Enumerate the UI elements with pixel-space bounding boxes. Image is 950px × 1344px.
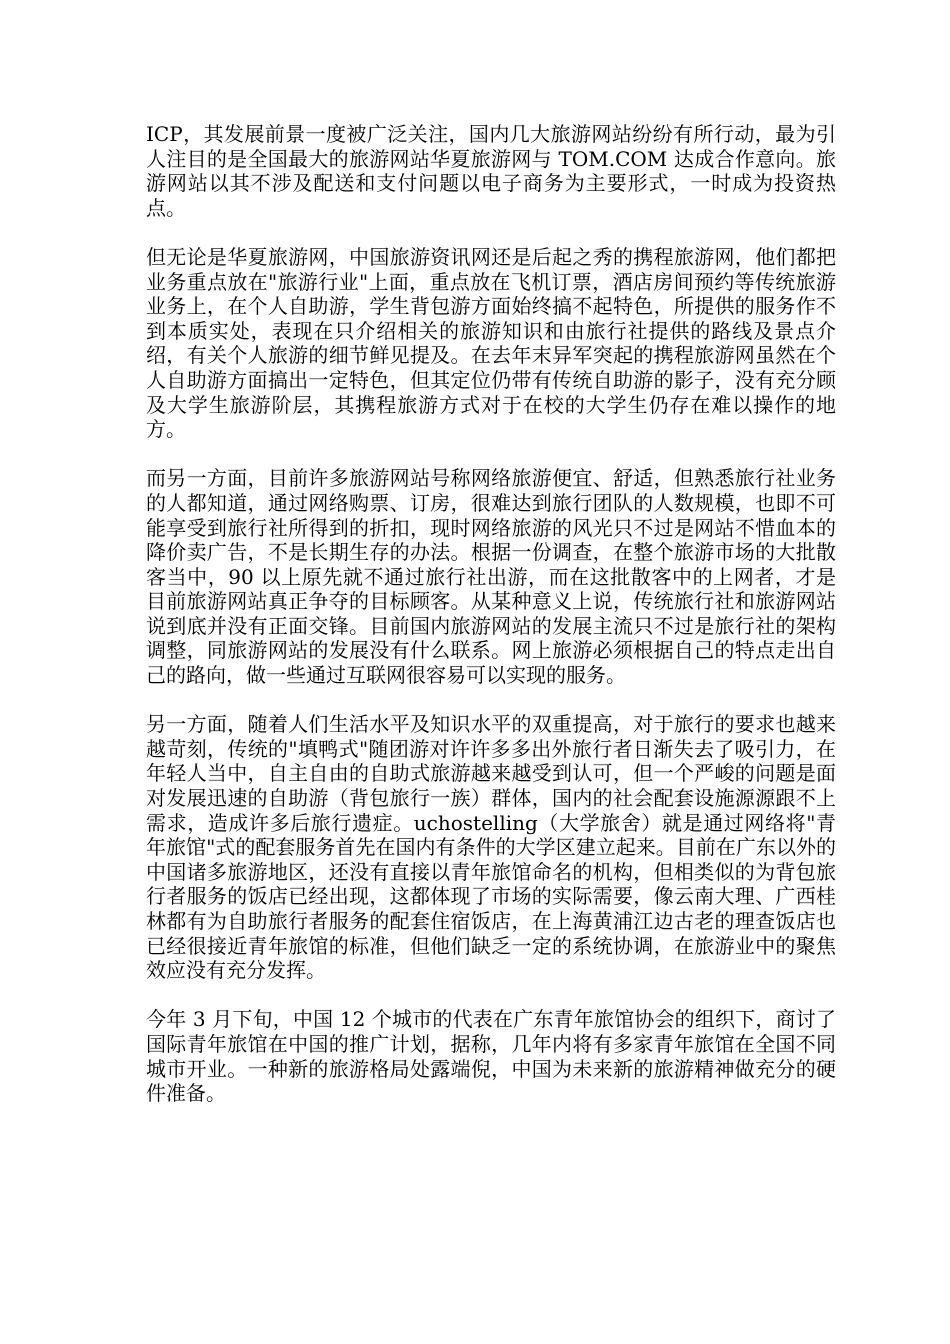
paragraph-1: ICP，其发展前景一度被广泛关注，国内几大旅游网站纷纷有所行动，最为引人注目的是全国最大的旅游网站华夏旅游网与 TOM.COM 达成合作意向。旅游网站以其不涉及配送和支付问题以电子商务为主要形式，一时成为投资热点。 xyxy=(146,122,836,220)
paragraph-4: 另一方面，随着人们生活水平及知识水平的双重提高，对于旅行的要求也越来越苛刻，传统的"填鸭式"随团游对许许多多出外旅行者日渐失去了吸引力，在年轻人当中，自主自由的自助式旅游越来越受到认可，但一个严峻的问题是面对发展迅速的自助游（背包旅行一族）群体，国内的社会配套设施源源跟不上需求，造成许多后旅行遗症。uchostelling（大学旅舍）就是通过网络将"青年旅馆"式的配套服务首先在国内有条件的大学区建立起来。目前在广东以外的中国诸多旅游地区，还没有直接以青年旅馆命名的机构，但相类似的为背包旅行者服务的饭店已经出现，这都体现了市场的实际需要，像云南大理、广西桂林都有为自助旅行者服务的配套住宿饭店，在上海黄浦江边古老的理查饭店也已经很接近青年旅馆的标准，但他们缺乏一定的系统协调，在旅游业中的聚焦效应没有充分发挥。 xyxy=(146,712,836,983)
document-body xyxy=(146,122,836,1130)
paragraph-2: 但无论是华夏旅游网，中国旅游资讯网还是后起之秀的携程旅游网，他们都把业务重点放在"旅游行业"上面，重点放在飞机订票，酒店房间预约等传统旅游业务上，在个人自助游，学生背包游方面始终搞不起特色，所提供的服务作不到本质实处，表现在只介绍相关的旅游知识和由旅行社提供的路线及景点介绍，有关个人旅游的细节鲜见提及。在去年末异军突起的携程旅游网虽然在个人自助游方面搞出一定特色，但其定位仍带有传统自助游的影子，没有充分顾及大学生旅游阶层，其携程旅游方式对于在校的大学生仍存在难以操作的地方。 xyxy=(146,244,836,442)
paragraph-5: 今年 3 月下旬，中国 12 个城市的代表在广东青年旅馆协会的组织下，商讨了国际青年旅馆在中国的推广计划，据称，几年内将有多家青年旅馆在全国不同城市开业。一种新的旅游格局处露端倪，中国为未来新的旅游精神做充分的硬件准备。 xyxy=(146,1007,836,1106)
paragraph-3: 而另一方面，目前许多旅游网站号称网络旅游便宜、舒适，但熟悉旅行社业务的人都知道，通过网络购票、订房，很难达到旅行团队的人数规模，也即不可能享受到旅行社所得到的折扣，现时网络旅游的风光只不过是网站不惜血本的降价卖广告，不是长期生存的办法。根据一份调查，在整个旅游市场的大批散客当中，90 以上原先就不通过旅行社出游，而在这批散客中的上网者，才是目前旅游网站真正争夺的目标顾客。从某种意义上说，传统旅行社和旅游网站说到底并没有正面交锋。目前国内旅游网站的发展主流只不过是旅行社的架构调整，同旅游网站的发展没有什么联系。网上旅游必须根据自己的特点走出自己的路向，做一些通过互联网很容易可以实现的服务。 xyxy=(146,466,836,688)
